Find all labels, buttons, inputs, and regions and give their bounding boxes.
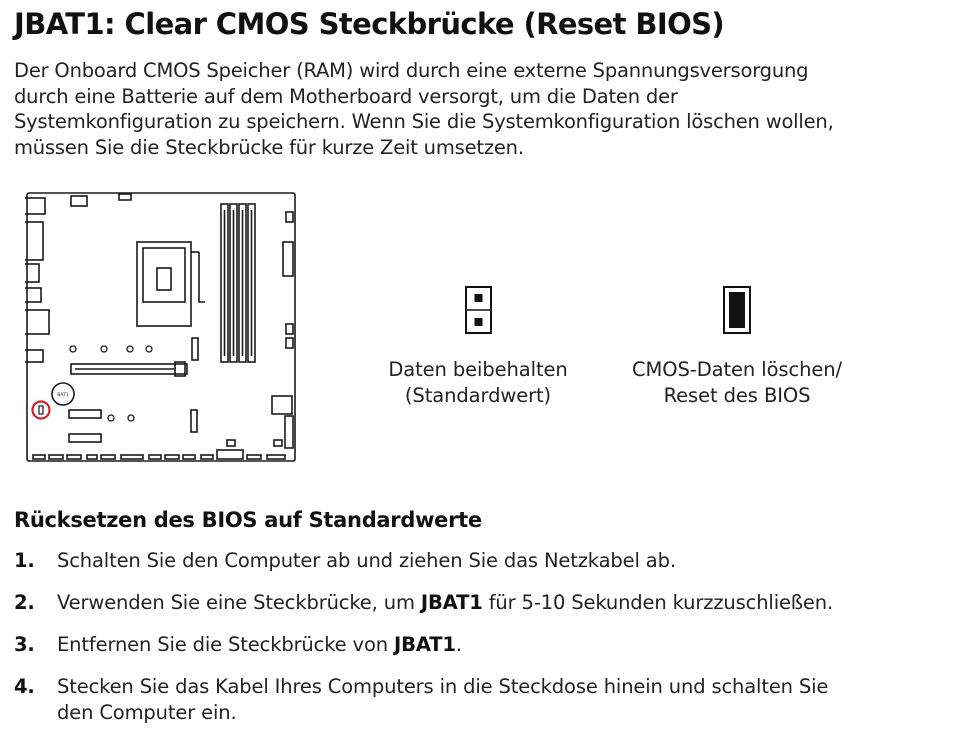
jumper-keep-caption — [370, 357, 586, 409]
step-text-line: den Computer ein. — [57, 701, 237, 724]
steps-list — [14, 548, 959, 726]
atx-power-connector — [283, 242, 293, 276]
cmos-battery — [52, 383, 74, 405]
step-text: Schalten Sie den Computer ab und ziehen Sie das Netzkabel ab. — [57, 549, 676, 572]
atx12v-connector — [71, 196, 87, 206]
pcie-x1-slot — [69, 410, 101, 418]
intro-line: müssen Sie die Steckbrücke für kurze Zeit umsetzen. — [14, 135, 524, 159]
sata-connector — [285, 416, 293, 448]
battery-label: BAT1 — [57, 393, 69, 398]
list-item — [14, 548, 959, 574]
step-text-bold: JBAT1 — [394, 633, 456, 656]
fan-header — [119, 194, 131, 200]
step-number: 3. — [14, 633, 35, 656]
jumper-open-icon — [465, 286, 492, 334]
list-item — [14, 674, 959, 726]
m2-connector — [191, 410, 197, 432]
list-item — [14, 590, 959, 616]
io-port — [25, 310, 49, 334]
fan-header — [286, 324, 293, 334]
jumper-keep-caption-line1: Daten beibehalten — [388, 358, 568, 381]
step-text-before: Verwenden Sie eine Steckbrücke, um — [57, 591, 421, 614]
step-text-before: Entfernen Sie die Steckbrücke von — [57, 633, 394, 656]
fan-header — [286, 338, 293, 348]
m2-connector — [192, 338, 198, 360]
sata-connector — [272, 396, 292, 414]
motherboard-diagram — [25, 190, 297, 464]
step-text-line: Stecken Sie das Kabel Ihres Computers in die Steckdose hinein und schalten Sie — [57, 675, 829, 698]
intro-line: Der Onboard CMOS Speicher (RAM) wird durch eine externe Spannungsversorgung — [14, 59, 809, 82]
jumper-keep-caption-line2: (Standardwert) — [404, 384, 552, 407]
step-number: 4. — [14, 675, 35, 698]
io-port — [25, 198, 45, 214]
jumper-closed-icon — [723, 286, 751, 334]
pcie-x1-slot — [69, 434, 101, 442]
section-title: Rücksetzen des BIOS auf Standardwerte — [14, 508, 482, 532]
jumper-clear-caption — [612, 357, 862, 409]
step-text-bold: JBAT1 — [420, 591, 483, 614]
fan-header — [286, 212, 293, 222]
jumper-clear-caption-line2: Reset des BIOS — [663, 384, 811, 407]
page-title: JBAT1: Clear CMOS Steckbrücke (Reset BIOS) — [14, 7, 725, 41]
cpu-socket-core — [157, 268, 171, 290]
intro-paragraph — [14, 58, 954, 160]
intro-line: Systemkonfiguration zu speichern. Wenn Sie die Systemkonfiguration löschen wollen, — [14, 110, 834, 133]
step-number: 1. — [14, 549, 35, 572]
intro-line: durch eine Batterie auf dem Motherboard versorgt, um die Daten der — [14, 84, 678, 108]
step-text-after: . — [455, 633, 462, 656]
step-number: 2. — [14, 591, 35, 614]
jbat1-location-marker — [33, 402, 50, 419]
cpu-socket-inner — [143, 248, 185, 302]
cpu-socket — [137, 242, 191, 326]
jumper-clear-caption-line1: CMOS-Daten löschen/ — [632, 358, 842, 381]
front-header — [227, 440, 235, 446]
cpu-lever-arm — [199, 252, 205, 302]
list-item — [14, 632, 959, 658]
step-text-after: für 5-10 Sekunden kurzzuschließen. — [482, 591, 834, 614]
header — [274, 440, 282, 446]
